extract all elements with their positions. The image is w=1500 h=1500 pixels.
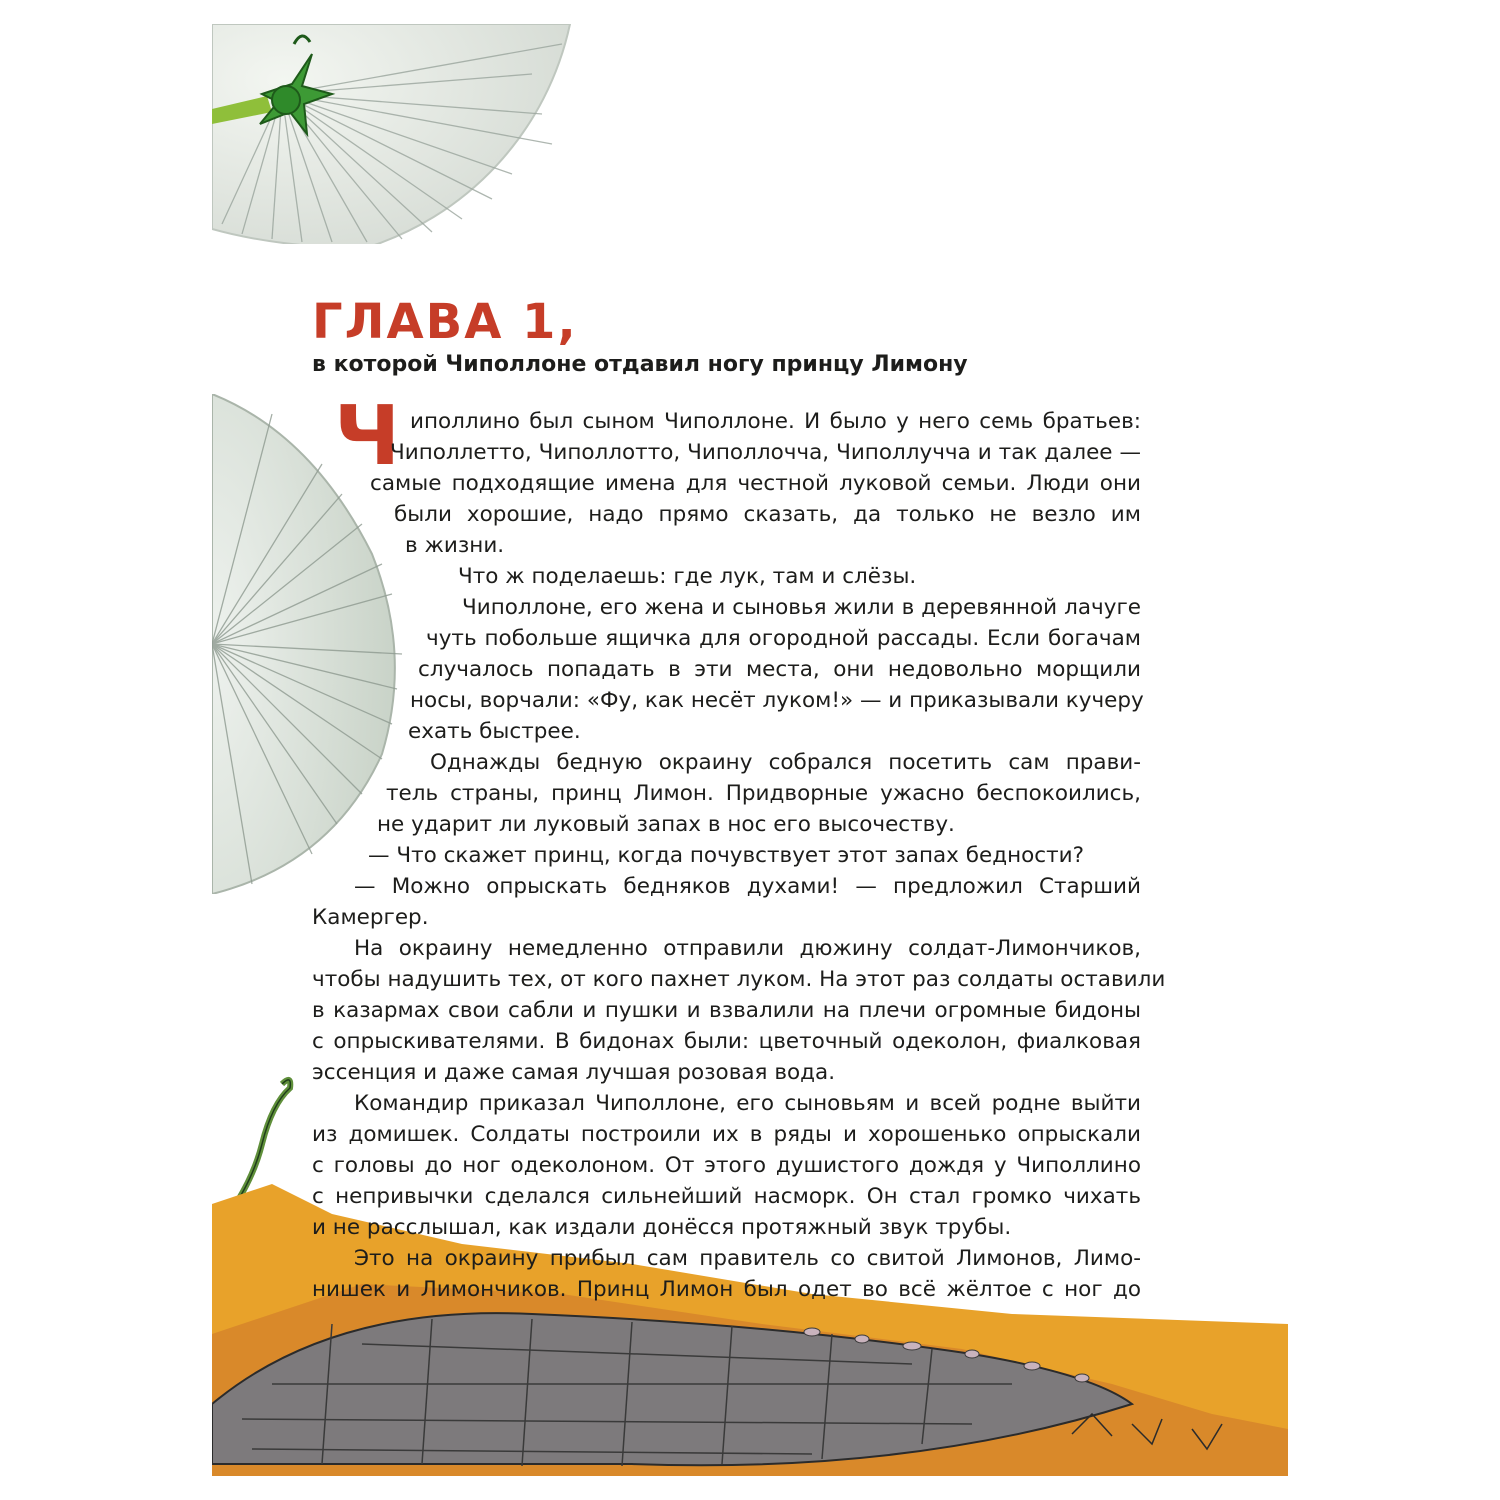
text-line: носы, ворчали: «Фу, как несёт луком!» — и приказывали кучеру bbox=[410, 688, 1144, 713]
text-line: Чиполлетто, Чиполлотто, Чиполлочча, Чиполлучча и так далее — bbox=[390, 440, 1141, 465]
text-line: На окраину немедленно отправили дюжину солдат-Лимончиков, bbox=[354, 936, 1141, 961]
text-line: Чиполлоне, его жена и сыновья жили в деревянной лачуге bbox=[462, 595, 1141, 620]
book-page bbox=[212, 24, 1288, 1476]
text-line: с головы до ног одеколоном. От этого душистого дождя у Чиполлино bbox=[312, 1153, 1141, 1178]
text-line: Камергер. bbox=[312, 905, 429, 930]
chapter-subtitle: в которой Чиполлоне отдавил ногу принцу Лимону bbox=[312, 352, 968, 377]
text-line: тель страны, принц Лимон. Придворные ужасно беспокоились, bbox=[386, 781, 1141, 806]
text-line: Однажды бедную окраину собрался посетить сам прави- bbox=[430, 750, 1141, 775]
text-line: Это на окраину прибыл сам правитель со свитой Лимонов, Лимо- bbox=[354, 1246, 1141, 1271]
text-line: чтобы надушить тех, от кого пахнет луком. На этот раз солдаты оставили bbox=[312, 967, 1166, 992]
text-line: не ударит ли луковый запах в нос его высочеству. bbox=[377, 812, 955, 837]
text-line: из домишек. Солдаты построили их в ряды и хорошенько опрыскали bbox=[312, 1122, 1141, 1147]
text-line: Командир приказал Чиполлоне, его сыновьям и всей родне выйти bbox=[354, 1091, 1141, 1116]
text-line: самые подходящие имена для честной луковой семьи. Люди они bbox=[370, 471, 1141, 496]
text-line: — Что скажет принц, когда почувствует этот запах бедности? bbox=[368, 843, 1085, 868]
chapter-title: ГЛАВА 1, bbox=[312, 294, 578, 350]
onion-top-illustration bbox=[212, 24, 572, 244]
text-line: эссенция и даже самая лучшая розовая вода. bbox=[312, 1060, 836, 1085]
text-line: с опрыскивателями. В бидонах были: цветочный одеколон, фиалковая bbox=[312, 1029, 1141, 1054]
text-line: в жизни. bbox=[405, 533, 505, 558]
text-line: — Можно опрыскать бедняков духами! — предложил Старший bbox=[354, 874, 1141, 899]
text-line: нишек и Лимончиков. Принц Лимон был одет во всё жёлтое с ног до bbox=[312, 1277, 1141, 1302]
text-line: в казармах свои сабли и пушки и взвалили на плечи огромные бидоны bbox=[312, 998, 1141, 1023]
text-line: были хорошие, надо прямо сказать, да только не везло им bbox=[394, 502, 1141, 527]
text-line: и не расслышал, как издали донёсся протяжный звук трубы. bbox=[312, 1215, 1012, 1240]
text-line: чуть побольше ящичка для огородной рассады. Если богачам bbox=[426, 626, 1141, 651]
text-line: иполлино был сыном Чиполлоне. И было у него семь братьев: bbox=[410, 409, 1141, 434]
text-line: с непривычки сделался сильнейший насморк. Он стал громко чихать bbox=[312, 1184, 1141, 1209]
text-line: Что ж поделаешь: где лук, там и слёзы. bbox=[458, 564, 917, 589]
drop-cap: Ч bbox=[334, 389, 401, 484]
text-line: случалось попадать в эти места, они недовольно морщили bbox=[418, 657, 1141, 682]
text-line: ехать быстрее. bbox=[408, 719, 581, 744]
